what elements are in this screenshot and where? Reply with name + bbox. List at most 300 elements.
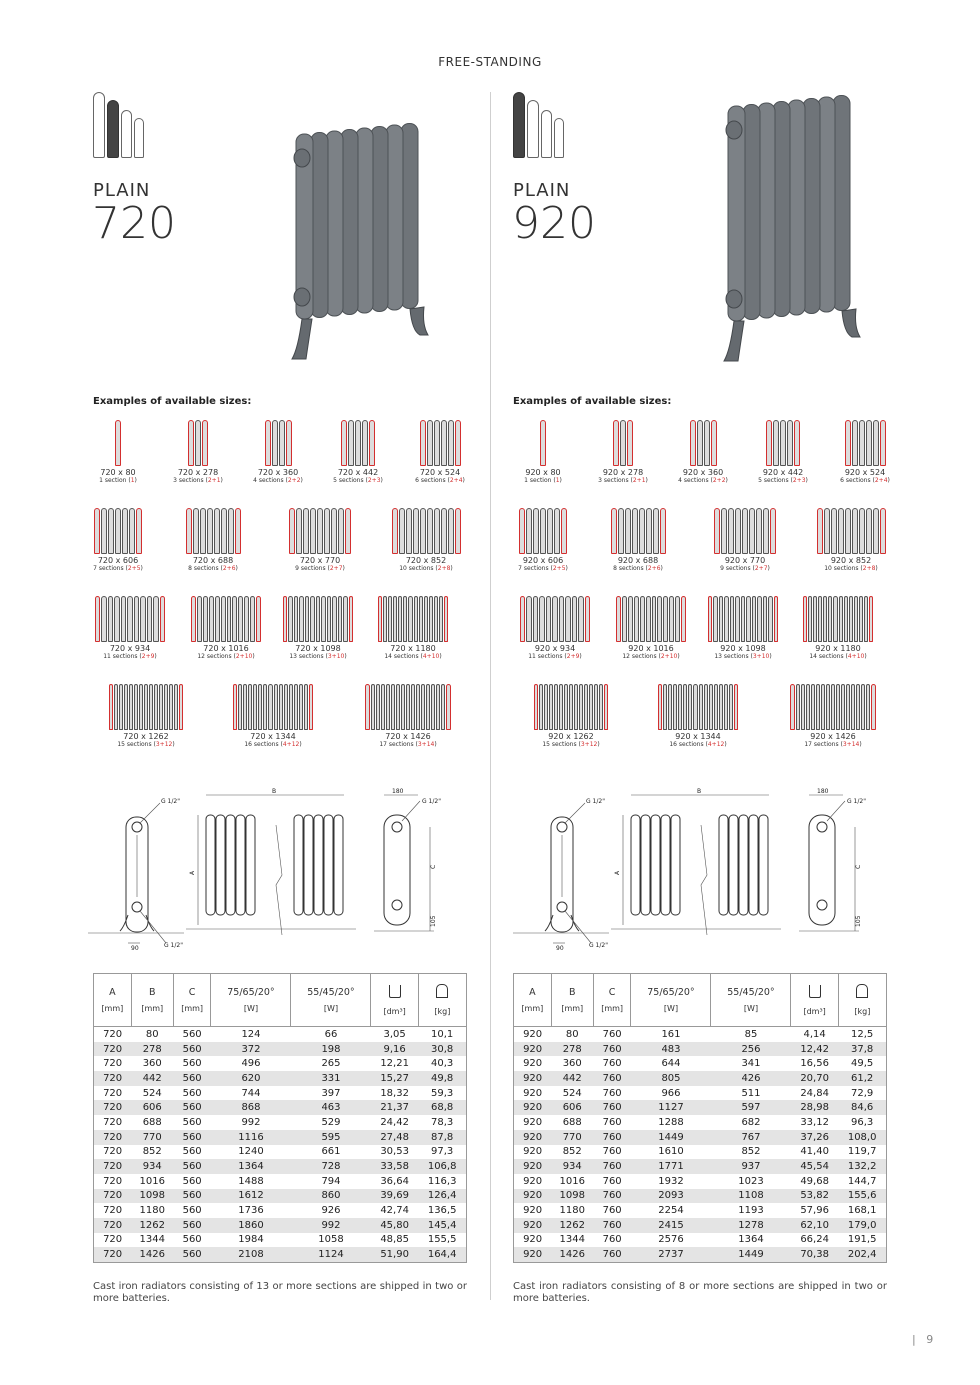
radiator-section — [668, 684, 672, 730]
radiator-section — [134, 596, 139, 642]
table-cell: 760 — [602, 1116, 622, 1128]
table-cell: 1449 — [631, 1130, 711, 1145]
top-port — [557, 822, 567, 832]
radiator-section — [283, 596, 287, 642]
table-row — [94, 1071, 467, 1086]
radiator-section — [343, 596, 347, 642]
table-cell: 728 — [291, 1159, 371, 1174]
front-section-left — [216, 815, 225, 915]
radiator-section — [554, 508, 560, 554]
radiator-section — [411, 684, 415, 730]
size-label: 920 x 1344 — [675, 732, 721, 741]
table-cell: 483 — [631, 1042, 711, 1057]
radiator-section — [153, 596, 158, 642]
front-section-right — [729, 815, 738, 915]
size-example — [285, 508, 355, 572]
table-cell: 36,64 — [380, 1175, 409, 1187]
table-cell: 644 — [661, 1058, 681, 1070]
radiator-section — [708, 596, 712, 642]
radiator-section — [628, 596, 633, 642]
size-label: 720 x 770 — [299, 556, 341, 565]
radiator-section — [866, 684, 870, 730]
size-example — [708, 596, 778, 660]
column-header: B [mm] — [551, 974, 593, 1027]
table-cell: 49,68 — [800, 1175, 829, 1187]
section-count: 11 sections (2+9) — [103, 653, 157, 660]
front-section-left — [206, 815, 215, 915]
table-cell: 760 — [593, 1071, 631, 1086]
table-row — [94, 1247, 467, 1262]
radiator-diagram — [710, 508, 780, 554]
size-example — [83, 508, 153, 572]
front-section-left — [661, 815, 670, 915]
radiator-section — [565, 596, 570, 642]
radiator-section — [355, 420, 361, 466]
radiator-diagram — [323, 420, 393, 466]
radiator-section — [683, 684, 687, 730]
radiator-diagram — [83, 508, 153, 554]
section-count: 17 sections (3+14) — [804, 741, 862, 748]
radiator-section — [673, 684, 677, 730]
radiator-section — [399, 508, 405, 554]
radiator-section — [124, 684, 128, 730]
table-cell: 61,2 — [838, 1071, 886, 1086]
volume-icon — [809, 985, 821, 998]
table-cell: 720 — [94, 1100, 132, 1115]
table-cell: 27,48 — [371, 1130, 418, 1145]
radiator-diagram — [191, 596, 261, 642]
radiator-section — [401, 684, 405, 730]
radiator-section — [690, 420, 696, 466]
radiator-section — [388, 596, 392, 642]
size-example — [178, 508, 248, 572]
size-example — [191, 596, 261, 660]
size-label: 720 x 1344 — [250, 732, 296, 741]
table-cell: 920 — [514, 1130, 552, 1145]
radiator-diagram — [83, 420, 153, 466]
radiator-section — [272, 420, 278, 466]
radiator-section — [734, 684, 738, 730]
radiator-section — [139, 684, 143, 730]
thumbnail-4 — [554, 118, 564, 158]
table-cell: 760 — [602, 1205, 622, 1217]
radiator-section — [294, 684, 298, 730]
table-cell: 1984 — [238, 1234, 264, 1246]
radiator-section — [559, 684, 563, 730]
radiator-section — [381, 684, 385, 730]
radiator-section — [559, 596, 564, 642]
radiator-section — [317, 508, 323, 554]
radiator-section — [766, 420, 772, 466]
radiator-section — [652, 596, 657, 642]
dim-105: 105 — [855, 915, 862, 927]
size-label: 720 x 524 — [419, 468, 461, 477]
radiator-section — [746, 596, 750, 642]
radiator-section — [227, 596, 232, 642]
table-cell: 87,8 — [418, 1130, 466, 1145]
radiator-section — [724, 596, 728, 642]
table-cell: 496 — [241, 1058, 261, 1070]
table-row — [514, 1189, 887, 1204]
column-header: A [mm] — [514, 974, 552, 1027]
radiator-diagram — [668, 420, 738, 466]
radiator-section — [345, 508, 351, 554]
table-row — [94, 1218, 467, 1233]
table-cell: 595 — [291, 1130, 371, 1145]
spec-table — [513, 973, 887, 1263]
radiator-section — [253, 684, 257, 730]
table-cell: 920 — [514, 1115, 552, 1130]
size-label: 720 x 852 — [405, 556, 447, 565]
radiator-section — [569, 684, 573, 730]
table-cell: 1098 — [131, 1189, 173, 1204]
radiator-section — [526, 508, 532, 554]
radiator-section — [127, 596, 132, 642]
spec-table — [93, 973, 467, 1263]
table-cell: 682 — [741, 1116, 761, 1128]
radiator-section — [209, 596, 214, 642]
size-label: 920 x 1098 — [720, 644, 766, 653]
examples-title: Examples of available sizes: — [93, 396, 252, 407]
radiator-section — [534, 684, 538, 730]
table-cell: 97,3 — [418, 1145, 466, 1160]
table-row — [514, 1247, 887, 1262]
radiator-section — [164, 684, 168, 730]
table-row — [94, 1203, 467, 1218]
table-row — [514, 1233, 887, 1248]
table-row — [94, 1159, 467, 1174]
table-cell: 1180 — [559, 1205, 585, 1217]
table-cell: 920 — [514, 1247, 552, 1262]
table-cell: 934 — [131, 1159, 173, 1174]
table-row — [514, 1218, 887, 1233]
table-cell: 360 — [562, 1058, 582, 1070]
radiator-column — [773, 102, 790, 317]
radiator-section — [611, 508, 617, 554]
radiator-section — [200, 508, 206, 554]
top-port — [132, 822, 142, 832]
front-section-right — [314, 815, 323, 915]
radiator-section — [845, 508, 851, 554]
table-cell: 33,12 — [800, 1116, 829, 1128]
radiator-section — [147, 596, 152, 642]
bottom-port-2 — [392, 900, 402, 910]
table-cell: 278 — [551, 1042, 593, 1057]
thumbnail-1 — [93, 92, 105, 158]
table-cell: 805 — [631, 1071, 711, 1086]
radiator-section — [741, 596, 745, 642]
radiator-section — [688, 684, 692, 730]
table-cell: 720 — [94, 1145, 132, 1160]
radiator-section — [873, 420, 879, 466]
examples-title: Examples of available sizes: — [513, 396, 672, 407]
table-cell: 770 — [551, 1130, 593, 1145]
table-row — [94, 1056, 467, 1071]
radiator-section — [414, 596, 418, 642]
table-cell: 760 — [593, 1042, 631, 1057]
table-cell: 934 — [551, 1159, 593, 1174]
table-cell: 760 — [593, 1130, 631, 1145]
table-cell: 179,0 — [838, 1218, 886, 1233]
radiator-section — [349, 596, 353, 642]
table-cell: 37,26 — [791, 1130, 838, 1145]
size-label: 920 x 80 — [525, 468, 561, 477]
radiator-section — [584, 684, 588, 730]
section-count: 4 sections (2+2) — [678, 477, 728, 484]
front-section-left — [641, 815, 650, 915]
radiator-section — [585, 596, 590, 642]
table-cell: 1488 — [238, 1175, 264, 1187]
section-count: 4 sections (2+2) — [253, 477, 303, 484]
size-example — [508, 508, 578, 572]
table-cell: 45,80 — [371, 1218, 418, 1233]
table-cell: 560 — [182, 1087, 202, 1099]
thread-label-bottom: G 1/2" — [589, 942, 608, 949]
radiator-section — [540, 420, 546, 466]
table-cell: 560 — [173, 1218, 211, 1233]
section-count: 9 sections (2+7) — [720, 565, 770, 572]
table-cell: 1736 — [238, 1205, 264, 1217]
pipe-leader-side — [827, 801, 845, 821]
size-label: 920 x 278 — [602, 468, 644, 477]
table-cell: 720 — [94, 1071, 132, 1086]
size-label: 720 x 1180 — [390, 644, 436, 653]
table-cell: 24,84 — [800, 1087, 829, 1099]
radiator-section — [699, 684, 703, 730]
table-cell: 720 — [94, 1233, 132, 1248]
radiator-section — [844, 596, 848, 642]
radiator-diagram — [508, 508, 578, 554]
radiator-section — [669, 596, 674, 642]
size-label: 720 x 1426 — [385, 732, 431, 741]
radiator-diagram — [816, 508, 886, 554]
section-count: 7 sections (2+5) — [518, 565, 568, 572]
table-row — [514, 1071, 887, 1086]
table-cell: 767 — [711, 1130, 791, 1145]
table-cell: 560 — [173, 1189, 211, 1204]
right-column — [420, 0, 900, 1385]
radiator-section — [697, 420, 703, 466]
radiator-section — [841, 684, 845, 730]
section-count: 8 sections (2+6) — [188, 565, 238, 572]
table-cell: 66 — [324, 1028, 338, 1040]
radiator-section — [663, 596, 668, 642]
radiator-section — [544, 684, 548, 730]
table-cell: 278 — [131, 1042, 173, 1057]
table-cell: 53,82 — [791, 1189, 838, 1204]
radiator-section — [540, 508, 546, 554]
radiator-section — [238, 684, 242, 730]
size-label: 720 x 278 — [177, 468, 219, 477]
table-cell: 1860 — [211, 1218, 291, 1233]
size-label: 720 x 1098 — [295, 644, 341, 653]
front-section-left — [246, 815, 255, 915]
table-cell: 560 — [182, 1058, 202, 1070]
section-count: 7 sections (2+5) — [93, 565, 143, 572]
column-header: [kg] — [418, 974, 466, 1027]
size-example — [233, 684, 313, 748]
table-cell: 529 — [321, 1116, 341, 1128]
table-cell: 560 — [182, 1234, 202, 1246]
radiator-section — [144, 684, 148, 730]
radiator-section — [714, 684, 718, 730]
column-header: 55/45/20° [W] — [291, 974, 371, 1027]
table-cell: 2108 — [211, 1247, 291, 1262]
radiator-section — [248, 684, 252, 730]
column-header: 75/65/20° [W] — [211, 974, 291, 1027]
break-line — [701, 825, 707, 935]
dim-90: 90 — [556, 945, 564, 952]
radiator-section — [376, 684, 380, 730]
size-example — [283, 596, 353, 660]
radiator-section — [160, 596, 165, 642]
radiator-diagram — [708, 596, 778, 642]
radiator-section — [658, 684, 662, 730]
radiator-section — [729, 684, 733, 730]
table-cell: 119,7 — [838, 1145, 886, 1160]
size-example — [748, 420, 818, 484]
table-cell: 720 — [94, 1174, 132, 1189]
radiator-section — [806, 684, 810, 730]
radiator-section — [101, 596, 106, 642]
section-count: 3 sections (2+1) — [598, 477, 648, 484]
radiator-section — [594, 684, 598, 730]
radiator-column — [341, 130, 358, 315]
radiator-section — [214, 508, 220, 554]
radiator-section — [95, 596, 100, 642]
radiator-diagram — [95, 596, 165, 642]
size-label: 920 x 1016 — [628, 644, 674, 653]
size-label: 920 x 934 — [534, 644, 576, 653]
table-cell: 191,5 — [838, 1233, 886, 1248]
table-cell: 560 — [173, 1071, 211, 1086]
table-cell: 852 — [562, 1146, 582, 1158]
radiator-section — [408, 596, 412, 642]
radiator-section — [833, 596, 837, 642]
radiator-section — [774, 596, 778, 642]
radiator-section — [286, 420, 292, 466]
radiator-section — [846, 684, 850, 730]
radiator-diagram — [163, 420, 233, 466]
table-cell: 49,5 — [838, 1056, 886, 1071]
table-cell: 4,14 — [803, 1028, 826, 1040]
size-example — [791, 684, 876, 748]
table-cell: 1193 — [738, 1205, 764, 1217]
section-count: 12 sections (2+10) — [197, 653, 255, 660]
bottom-port-2 — [817, 900, 827, 910]
table-row — [94, 1130, 467, 1145]
radiator-section — [826, 684, 830, 730]
front-section-left — [631, 815, 640, 915]
radiator-section — [140, 596, 145, 642]
radiator-section — [808, 596, 812, 642]
size-label: 720 x 80 — [100, 468, 136, 477]
dim-b: B — [697, 788, 702, 795]
front-leg — [724, 321, 744, 361]
radiator-column — [386, 125, 403, 310]
table-cell: 760 — [593, 1159, 631, 1174]
table-row — [514, 1086, 887, 1101]
radiator-section — [549, 684, 553, 730]
table-cell: 992 — [241, 1116, 261, 1128]
size-label: 920 x 770 — [724, 556, 766, 565]
radiator-section — [552, 596, 557, 642]
table-cell: 720 — [94, 1247, 132, 1262]
section-count: 1 section (1) — [524, 477, 562, 484]
radiator-section — [243, 684, 247, 730]
side-legs — [545, 915, 579, 931]
size-example — [668, 420, 738, 484]
table-cell: 168,1 — [838, 1203, 886, 1218]
front-section-right — [759, 815, 768, 915]
table-cell: 1364 — [738, 1234, 764, 1246]
table-cell: 720 — [94, 1203, 132, 1218]
radiator-section — [393, 596, 397, 642]
radiator-diagram — [283, 596, 353, 642]
thread-label-bottom: G 1/2" — [164, 942, 183, 949]
size-example — [243, 420, 313, 484]
table-cell: 1449 — [711, 1247, 791, 1262]
column-header: [kg] — [838, 974, 886, 1027]
pipe-leader-side — [402, 801, 420, 821]
radiator-section — [188, 420, 194, 466]
radiator-section — [108, 596, 113, 642]
section-count: 1 section (1) — [99, 477, 137, 484]
table-cell: 12,21 — [380, 1058, 409, 1070]
table-cell: 920 — [514, 1100, 552, 1115]
table-cell: 45,54 — [791, 1159, 838, 1174]
table-cell: 560 — [182, 1175, 202, 1187]
model-thumbnails — [513, 92, 564, 158]
radiator-section — [728, 508, 734, 554]
radiator-section — [406, 508, 412, 554]
size-example — [508, 420, 578, 484]
size-label: 720 x 934 — [109, 644, 151, 653]
section-count: 13 sections (3+10) — [289, 653, 347, 660]
thread-label-top: G 1/2" — [586, 798, 605, 805]
radiator-section — [880, 508, 886, 554]
radiator-column — [833, 96, 850, 311]
radiator-section — [616, 596, 621, 642]
radiator-section — [129, 508, 135, 554]
size-example — [109, 684, 184, 748]
table-cell: 331 — [291, 1071, 371, 1086]
radiator-diagram — [791, 684, 876, 730]
table-row — [94, 1145, 467, 1160]
radiator-section — [675, 596, 680, 642]
table-cell: 1426 — [551, 1247, 593, 1262]
top-port-2 — [392, 822, 402, 832]
radiator-section — [618, 508, 624, 554]
front-section-right — [719, 815, 728, 915]
front-leg — [292, 319, 312, 359]
table-cell: 126,4 — [418, 1189, 466, 1204]
radiator-product-image — [710, 92, 890, 367]
radiator-section — [134, 684, 138, 730]
radiator-column — [326, 131, 343, 316]
radiator-section — [348, 420, 354, 466]
top-connector — [294, 149, 310, 167]
table-cell: 760 — [602, 1028, 622, 1040]
dim-105: 105 — [430, 915, 437, 927]
radiator-section — [304, 684, 308, 730]
radiator-section — [235, 508, 241, 554]
radiator-section — [704, 420, 710, 466]
table-cell: 1278 — [711, 1218, 791, 1233]
table-cell: 560 — [173, 1130, 211, 1145]
radiator-section — [866, 420, 872, 466]
table-row — [514, 1056, 887, 1071]
